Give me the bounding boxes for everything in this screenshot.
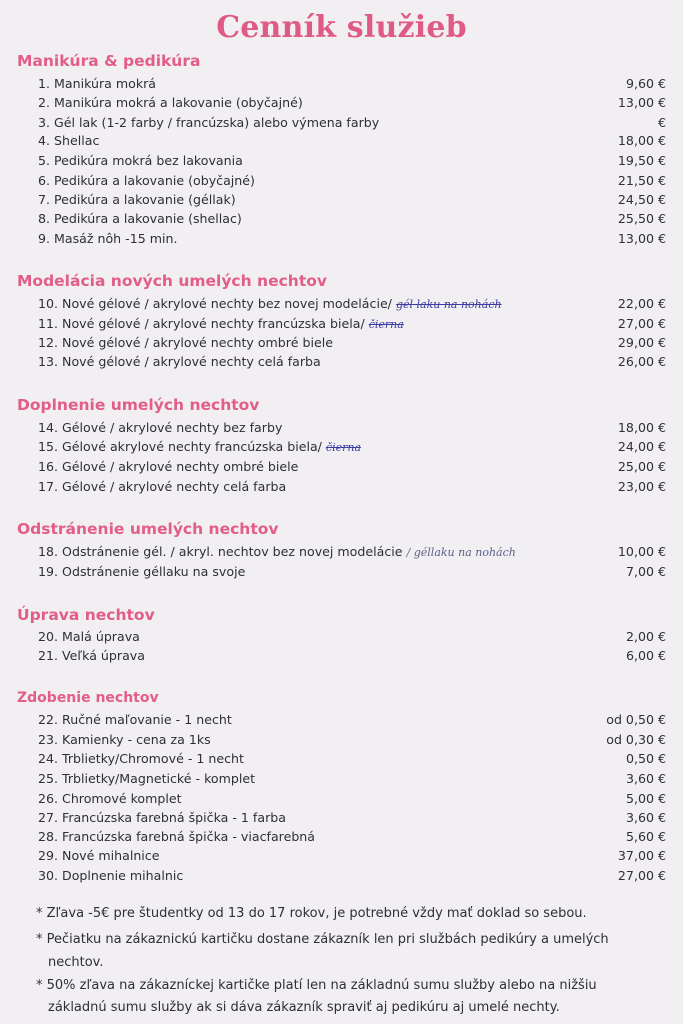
list-item: 6. Pedikúra a lakovanie (obyčajné) 21,50 € [38, 171, 666, 191]
section-title-doplnenie: Doplnenie umelých nechtov [17, 396, 260, 414]
price: 26,00 € [617, 354, 666, 369]
section-title-manikura: Manikúra & pedikúra [17, 52, 201, 70]
price: 13,00 € [617, 95, 666, 110]
section-title-odstranenie: Odstránenie umelých nechtov [17, 520, 279, 538]
list-item: 19. Odstránenie géllaku na svoje 7,00 € [38, 562, 666, 582]
price: 9,60 € [625, 76, 666, 91]
list-item: 12. Nové gélové / akrylové nechty ombré biele 29,00 € [38, 333, 666, 353]
price: 24,50 € [617, 192, 666, 207]
list-item: 9. Masáž nôh -15 min. 13,00 € [38, 229, 666, 249]
price: od 0,50 € [606, 712, 666, 727]
list-item: 13. Nové gélové / akrylové nechty celá farba 26,00 € [38, 352, 666, 372]
price: 18,00 € [617, 420, 666, 435]
list-item: 23. Kamienky - cena za 1ks od 0,30 € [38, 730, 666, 750]
price: 24,00 € [617, 439, 666, 454]
footnote-stamp-card: * Pečiatku na zákaznickú kartičku dostane zákazník len pri službách pedikúry a umelých [36, 932, 609, 947]
price: 27,00 € [617, 316, 666, 331]
list-item: 14. Gélové / akrylové nechty bez farby 18,00 € [38, 418, 666, 438]
list-item: 4. Shellac 18,00 € [38, 131, 666, 151]
price: 18,00 € [617, 133, 666, 148]
list-item: 20. Malá úprava 2,00 € [38, 627, 666, 647]
handwritten-note: čierna [325, 441, 362, 454]
price: 13,00 € [617, 231, 666, 246]
list-item: 11. Nové gélové / akrylové nechty francúzska biela/ čierna 27,00 € [38, 314, 666, 334]
price: 3,60 € [625, 810, 666, 825]
page-title: Cenník služieb [216, 10, 467, 45]
price: 5,60 € [625, 829, 666, 844]
list-item: 25. Trblietky/Magnetické - komplet 3,60 € [38, 769, 666, 789]
price: € [657, 115, 666, 130]
list-item: 8. Pedikúra a lakovanie (shellac) 25,50 € [38, 209, 666, 229]
price: 21,50 € [617, 173, 666, 188]
price: 5,00 € [625, 791, 666, 806]
handwritten-note: čierna [368, 318, 404, 331]
price: 23,00 € [617, 479, 666, 494]
section-title-zdobenie: Zdobenie nechtov [17, 690, 159, 706]
list-item: 18. Odstránenie gél. / akryl. nechtov bez novej modelácie / géllaku na nohách 10,00 € [38, 542, 666, 562]
list-item: 1. Manikúra mokrá 9,60 € [38, 74, 666, 94]
footnote-student-discount: * Zľava -5€ pre študentky od 13 do 17 rokov, je potrebné vždy mať doklad so sebou. [36, 906, 587, 921]
list-item: 17. Gélové / akrylové nechty celá farba 23,00 € [38, 477, 666, 497]
footnote-stamp-card-cont: nechtov. [48, 955, 104, 970]
price: 3,60 € [625, 771, 666, 786]
footnote-card-discount-cont: základnú sumu služby ak si dáva zákazník spraviť aj pedikúru aj umelé nechty. [48, 1000, 560, 1015]
price: 22,00 € [617, 296, 666, 311]
price: 2,00 € [625, 629, 666, 644]
price: 7,00 € [625, 564, 666, 579]
list-item: 29. Nové mihalnice 37,00 € [38, 846, 666, 866]
price: 29,00 € [617, 335, 666, 350]
handwritten-note: / géllaku na nohách [406, 546, 516, 559]
list-item: 3. Gél lak (1-2 farby / francúzska) alebo výmena farby € [38, 113, 666, 133]
list-item: 7. Pedikúra a lakovanie (géllak) 24,50 € [38, 190, 666, 210]
list-item: 16. Gélové / akrylové nechty ombré biele 25,00 € [38, 457, 666, 477]
price: 0,50 € [625, 751, 666, 766]
list-item: 26. Chromové komplet 5,00 € [38, 789, 666, 809]
list-item: 22. Ručné maľovanie - 1 necht od 0,50 € [38, 710, 666, 730]
list-item: 24. Trblietky/Chromové - 1 necht 0,50 € [38, 749, 666, 769]
list-item: 30. Doplnenie mihalnic 27,00 € [38, 866, 666, 886]
price: od 0,30 € [606, 732, 666, 747]
list-item: 5. Pedikúra mokrá bez lakovania 19,50 € [38, 151, 666, 171]
list-item: 10. Nové gélové / akrylové nechty bez novej modelácie/ gél laku na nohách 22,00 € [38, 294, 666, 314]
price: 27,00 € [617, 868, 666, 883]
price: 19,50 € [617, 153, 666, 168]
list-item: 28. Francúzska farebná špička - viacfarebná 5,60 € [38, 827, 666, 847]
footnote-card-discount: * 50% zľava na zákazníckej kartičke platí len na základnú sumu služby alebo na nižšiu [36, 978, 597, 993]
list-item: 2. Manikúra mokrá a lakovanie (obyčajné) 13,00 € [38, 93, 666, 113]
section-title-uprava: Úprava nechtov [17, 606, 155, 624]
price: 37,00 € [617, 848, 666, 863]
price: 25,50 € [617, 211, 666, 226]
list-item: 15. Gélové akrylové nechty francúzska biela/ čierna 24,00 € [38, 437, 666, 457]
price: 6,00 € [625, 648, 666, 663]
list-item: 21. Veľká úprava 6,00 € [38, 646, 666, 666]
list-item: 27. Francúzska farebná špička - 1 farba 3,60 € [38, 808, 666, 828]
price: 25,00 € [617, 459, 666, 474]
handwritten-note: gél laku na nohách [395, 298, 502, 311]
section-title-modelacia: Modelácia nových umelých nechtov [17, 272, 327, 290]
price: 10,00 € [617, 544, 666, 559]
